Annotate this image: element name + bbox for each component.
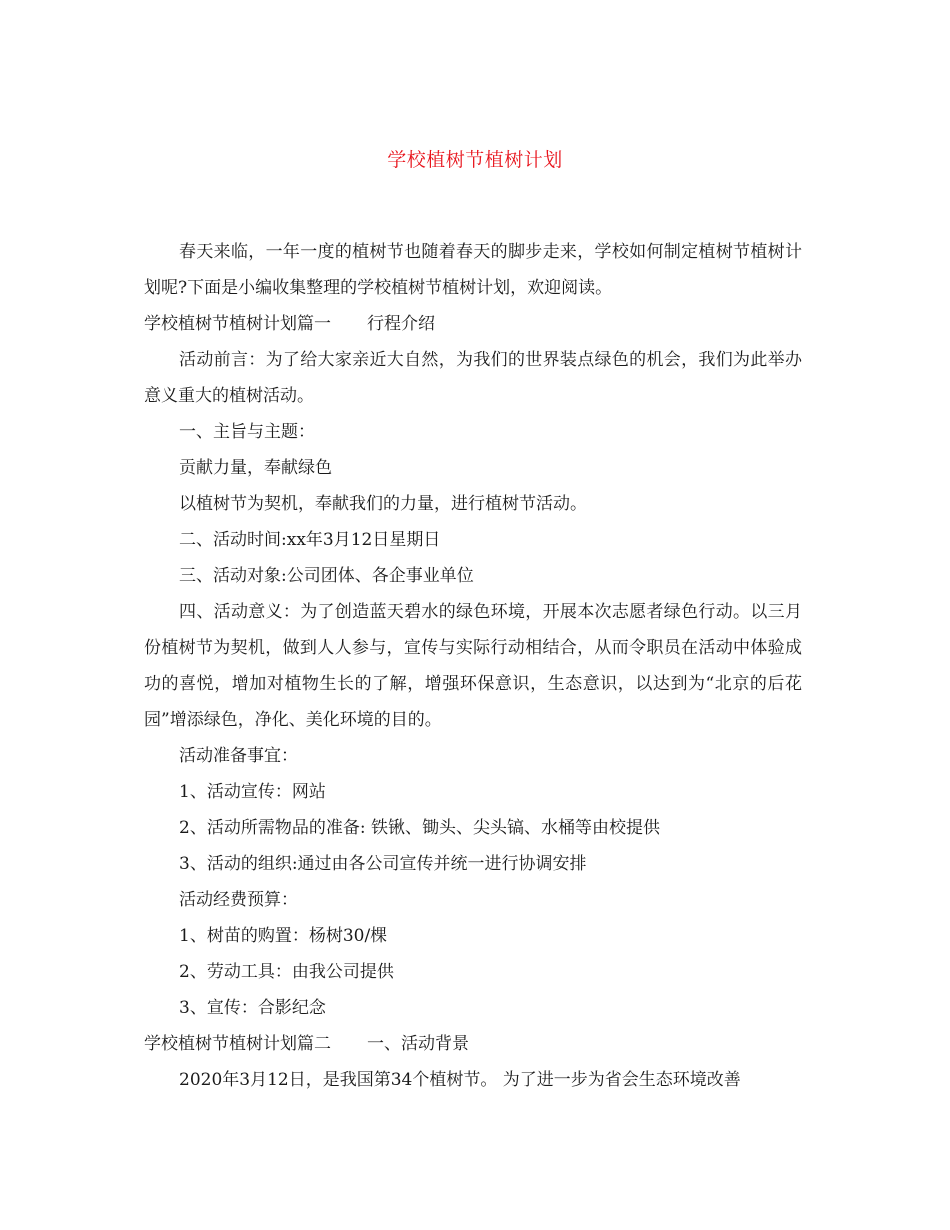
paragraph-text: 2、活动所需物品的准备: 铁锹、锄头、尖头镐、水桶等由校提供 bbox=[179, 818, 660, 838]
paragraph bbox=[144, 450, 802, 486]
paragraph-text: 1、活动宣传：网站 bbox=[179, 782, 326, 802]
paragraph-text: 三、活动对象:公司团体、各企事业单位 bbox=[179, 566, 474, 586]
paragraph-text: 活动准备事宜： bbox=[179, 746, 298, 766]
paragraph bbox=[144, 486, 802, 522]
paragraph-text: 2020年3月12日，是我国第34个植树节。 为了进一步为省会生态环境改善 bbox=[179, 1070, 741, 1090]
document-title: 学校植树节植树计划 bbox=[387, 149, 563, 171]
paragraph-text: 活动经费预算： bbox=[179, 890, 298, 910]
paragraph bbox=[144, 774, 802, 810]
section-heading bbox=[144, 306, 802, 342]
section-heading-subtitle: 一、活动背景 bbox=[367, 1034, 469, 1054]
paragraph-text: 贡献力量，奉献绿色 bbox=[179, 458, 332, 478]
paragraph bbox=[144, 990, 802, 1026]
section-heading bbox=[144, 1026, 802, 1062]
paragraph bbox=[144, 918, 802, 954]
paragraph bbox=[144, 1062, 802, 1098]
paragraph bbox=[144, 954, 802, 990]
paragraph-text: 1、树苗的购置：杨树30/棵 bbox=[179, 926, 388, 946]
paragraph bbox=[144, 846, 802, 882]
paragraph bbox=[144, 558, 802, 594]
paragraph bbox=[144, 342, 802, 414]
paragraph-text: 2、劳动工具：由我公司提供 bbox=[179, 962, 394, 982]
paragraph-text: 3、活动的组织:通过由各公司宣传并统一进行协调安排 bbox=[179, 854, 587, 874]
document-body bbox=[144, 234, 802, 1098]
paragraph-text: 春天来临，一年一度的植树节也随着春天的脚步走来，学校如何制定植树节植树计划呢?下面是小编收集整理的学校植树节植树计划，欢迎阅读。 bbox=[144, 242, 802, 298]
paragraph bbox=[144, 810, 802, 846]
section-heading-title: 学校植树节植树计划篇二 bbox=[144, 1034, 331, 1054]
paragraph bbox=[144, 234, 802, 306]
paragraph bbox=[144, 882, 802, 918]
paragraph-text: 3、宣传：合影纪念 bbox=[179, 998, 326, 1018]
paragraph-text: 四、活动意义：为了创造蓝天碧水的绿色环境，开展本次志愿者绿色行动。以三月份植树节为契机，做到人人参与，宣传与实际行动相结合，从而令职员在活动中体验成功的喜悦，增加对植物生长的了解，增强环保意识，生态意识，以达到为“北京的后花园”增添绿色，净化、美化环境的目的。 bbox=[144, 602, 802, 730]
paragraph bbox=[144, 594, 802, 738]
paragraph-text: 活动前言：为了给大家亲近大自然，为我们的世界装点绿色的机会，我们为此举办意义重大的植树活动。 bbox=[144, 350, 802, 406]
section-heading-title: 学校植树节植树计划篇一 bbox=[144, 314, 331, 334]
section-heading-subtitle: 行程介绍 bbox=[367, 314, 435, 334]
paragraph bbox=[144, 414, 802, 450]
paragraph-text: 一、主旨与主题： bbox=[179, 422, 315, 442]
paragraph-text: 以植树节为契机，奉献我们的力量，进行植树节活动。 bbox=[179, 494, 587, 514]
paragraph bbox=[144, 738, 802, 774]
paragraph bbox=[144, 522, 802, 558]
paragraph-text: 二、活动时间:xx年3月12日星期日 bbox=[179, 530, 441, 550]
